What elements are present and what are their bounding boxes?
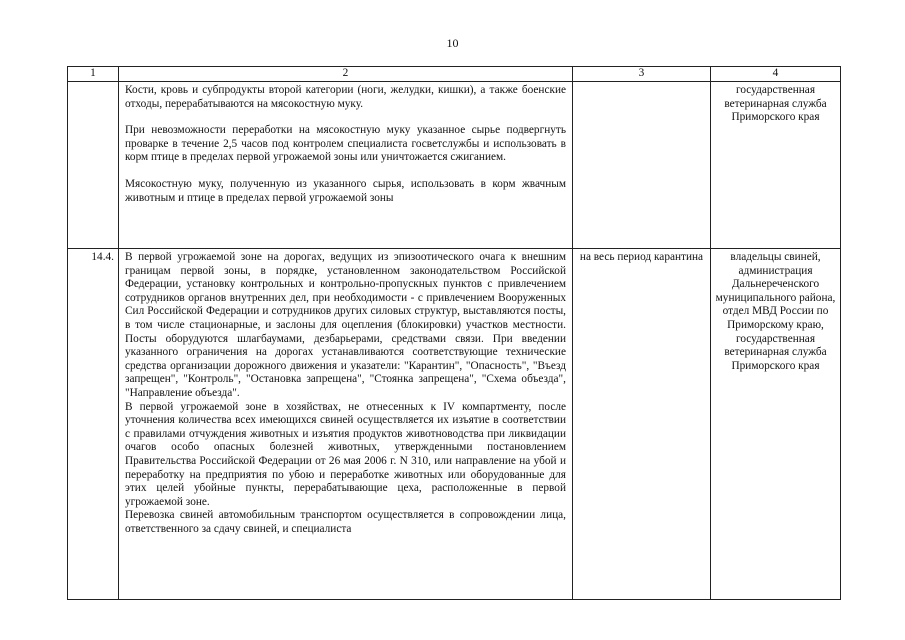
measure-paragraph: Кости, кровь и субпродукты второй категории (ноги, желудки, кишки), а также боенские отходы, перерабатываются на мясокостную муку. — [125, 84, 566, 110]
column-header: 2 — [119, 67, 573, 82]
item-number: 14.4. — [91, 251, 114, 263]
responsible-text: владельцы свиней, администрация Дальнереченского муниципального района, отдел МВД России по Приморскому краю, государственная ветеринарная служба Приморского края — [715, 251, 836, 372]
deadline-text — [573, 82, 710, 86]
responsible-text: государственная ветеринарная служба Приморского края — [724, 84, 827, 124]
responsible-cell — [711, 249, 841, 600]
measure-paragraph: Перевозка свиней автомобильным транспортом осуществляется в сопровождении лица, ответственного за сдачу свиней, и специалиста — [125, 509, 566, 535]
item-number-cell — [68, 249, 119, 600]
item-number — [68, 82, 118, 86]
measure-paragraph: В первой угрожаемой зоне на дорогах, ведущих из эпизоотического очага к внешним границам первой зоны, в порядке, установленном законодательством Российской Федерации, установку контрольных и контрольно-пропускных пунктов с привлечением сотрудников органов внутренних дел, при необходимости - с привлечением Вооруженных Сил Российской Федерации и сотрудников других силовых структур, выставляются посты, в том числе стационарные, и заслоны для оцепления (блокировки) участков местности. Посты оборудуются шлагбаумами, дезбарьерами, средствами связи. При введении указанного ограничения на дорогах устанавливаются соответствующие технические средства организации дорожного движения и указатели: "Карантин", "Опасность", "Въезд запрещен", "Контроль", "Остановка запрещена", "Стоянка запрещена", "Схема объезда", "Направление объезда". — [125, 251, 566, 399]
measure-paragraph: Мясокостную муку, полученную из указанного сырья, использовать в корм жвачным животным и птице в пределах первой угрожаемой зоны — [125, 177, 566, 204]
table-row — [68, 82, 841, 249]
deadline-cell — [573, 82, 711, 249]
page-number: 10 — [446, 36, 459, 50]
column-header: 3 — [573, 67, 711, 82]
measures-table — [67, 66, 841, 600]
measure-description-cell — [119, 82, 573, 249]
table-header-row — [68, 67, 841, 82]
item-number-cell — [68, 82, 119, 249]
column-header: 1 — [68, 67, 119, 82]
column-header: 4 — [711, 67, 841, 82]
responsible-cell — [711, 82, 841, 249]
deadline-cell — [573, 249, 711, 600]
measure-paragraph: В первой угрожаемой зоне в хозяйствах, не отнесенных к IV компартменту, после уточнения количества всех имеющихся свиней осуществляется их изъятие в соответствии с правилами отчуждения животных и изъятия продуктов животноводства при ликвидации очагов особо опасных болезней животных, утвержденными постановлением Правительства Российской Федерации от 26 мая 2006 г. N 310, или направление на убой и переработку на предприятия по убою и переработке животных или оборудованные для этих целей убойные пункты, перерабатывающие цеха, расположенные в первой угрожаемой зоне. — [125, 400, 566, 508]
deadline-text: на весь период карантина — [579, 251, 704, 263]
measure-description-cell — [119, 249, 573, 600]
measure-paragraph: При невозможности переработки на мясокостную муку указанное сырье подвергнуть проварке в течение 2,5 часов под контролем специалиста госветслужбы и использовать в корм птице в пределах первой угрожаемой зоны или уничтожается сжиганием. — [125, 124, 566, 164]
table-row — [68, 249, 841, 600]
